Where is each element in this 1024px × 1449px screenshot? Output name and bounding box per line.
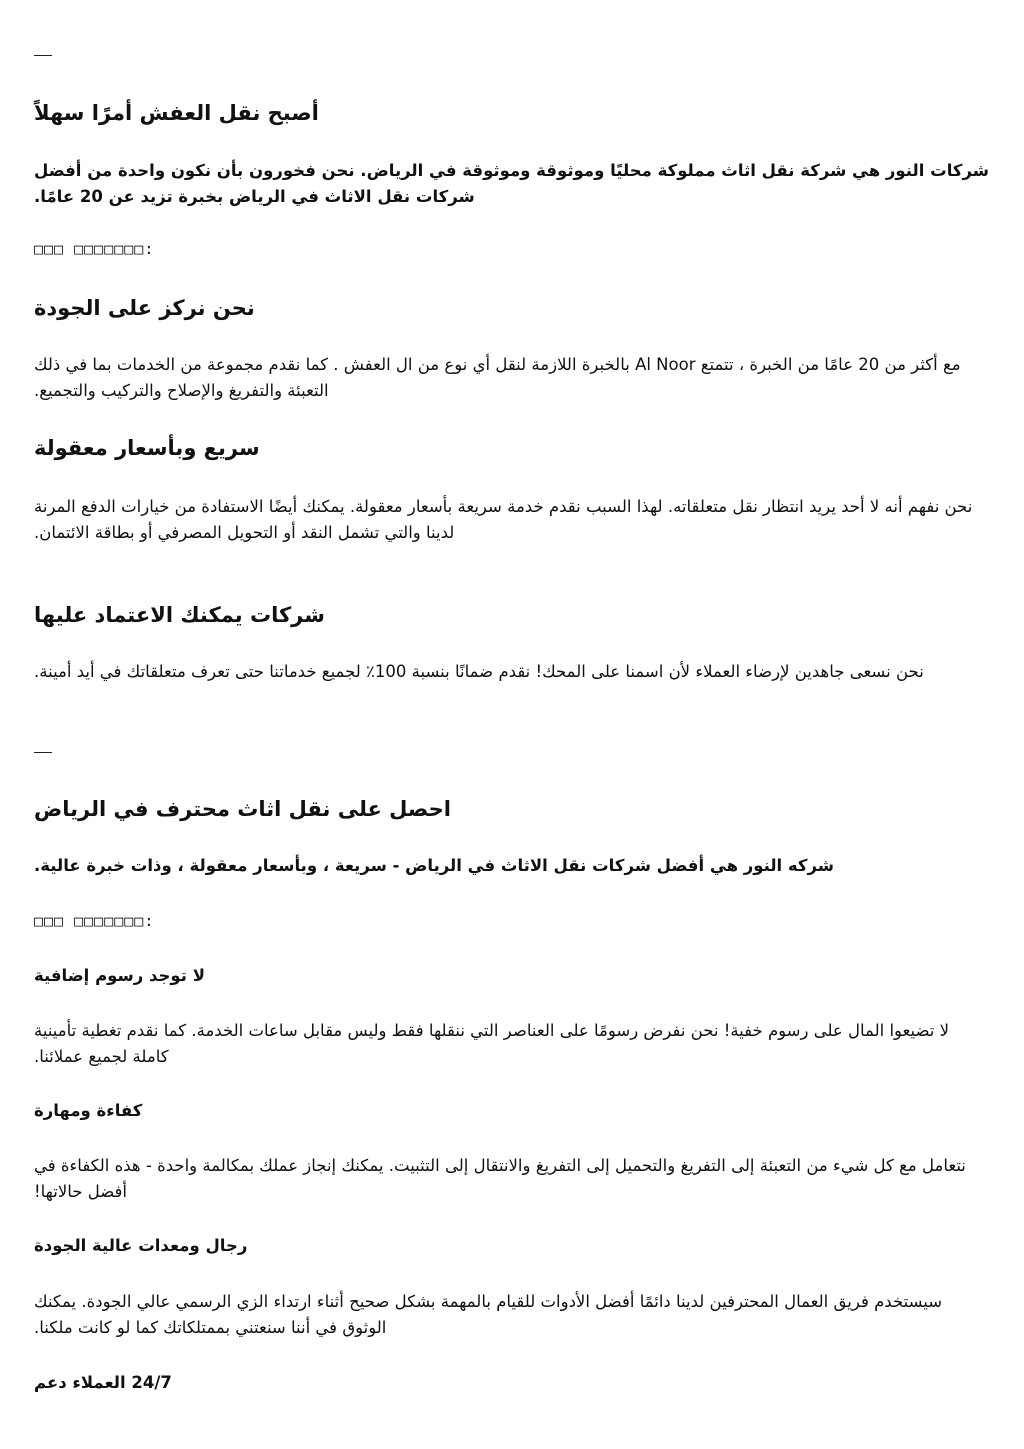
feature-heading-efficiency: كفاءة ومهارة bbox=[34, 1101, 143, 1120]
feature-heading-reliable: شركات يمكنك الاعتماد عليها bbox=[34, 603, 325, 627]
feature-text-quality-equipment: سيستخدم فريق العمال المحترفين لدينا دائمًا أفضل الأدوات للقيام بالمهمة بشكل صحيح أثناء ارتداء الزي الرسمي عالي الجودة. يمكنك الوثوق في أننا سنعتني بممتلكاتك كما لو كانت ملكنا. bbox=[34, 1292, 943, 1337]
feature-text-efficiency: نتعامل مع كل شيء من التعبئة إلى التفريغ والتحميل إلى التفريغ والانتقال إلى التثبيت. يمكنك إنجاز عملك بمكالمة واحدة - هذه الكفاءة في أفضل حالاتها! bbox=[34, 1156, 966, 1201]
feature-text-quality: مع أكثر من 20 عامًا من الخبرة ، تتمتع Al Noor بالخبرة اللازمة لنقل أي نوع من ال العفش . كما نقدم مجموعة من الخدمات بما في ذلك التعبئة والتفريغ والإصلاح والتركيب والتجميع. bbox=[34, 355, 961, 400]
horizontal-rule-top bbox=[34, 55, 52, 56]
features-label-2: □□□ □□□□□□□: bbox=[34, 912, 155, 930]
feature-heading-quality: نحن نركز على الجودة bbox=[34, 296, 255, 320]
feature-text-no-extra-fees: لا تضيعوا المال على رسوم خفية! نحن نفرض رسومًا على العناصر التي ننقلها فقط وليس مقابل ساعات الخدمة. كما نقدم تغطية تأمينية كاملة لجميع عملائنا. bbox=[34, 1021, 950, 1066]
section-heading-easy-moving: أصبح نقل العفش أمرًا سهلاً bbox=[34, 101, 319, 125]
feature-heading-customer-support: 24/7 العملاء دعم bbox=[34, 1373, 172, 1392]
feature-heading-no-extra-fees: لا توجد رسوم إضافية bbox=[34, 966, 205, 985]
intro-paragraph: شركات النور هي شركة نقل اثاث مملوكة محليًا وموثوقة وموثوقة في الرياض. نحن فخورون بأن نكون واحدة من أفضل شركات نقل الاثاث في الرياض بخبرة تزيد عن 20 عامًا. bbox=[34, 161, 989, 206]
feature-text-fast-affordable: نحن نفهم أنه لا أحد يريد انتظار نقل متعلقاته. لهذا السبب نقدم خدمة سريعة بأسعار معقولة. يمكنك أيضًا الاستفادة من خيارات الدفع المرنة لدينا والتي تشمل النقد أو التحويل المصرفي أو بطاقة الائتمان. bbox=[34, 497, 973, 542]
section-heading-professional-moving: احصل على نقل اثاث محترف في الرياض bbox=[34, 797, 451, 821]
section2-lead-paragraph: شركه النور هي أفضل شركات نقل الاثاث في الرياض - سريعة ، وبأسعار معقولة ، وذات خبرة عالية. bbox=[34, 856, 835, 875]
feature-heading-quality-equipment: رجال ومعدات عالية الجودة bbox=[34, 1236, 248, 1255]
feature-heading-fast-affordable: سريع وبأسعار معقولة bbox=[34, 436, 260, 460]
horizontal-rule-middle bbox=[34, 752, 52, 753]
features-label: □□□ □□□□□□□: bbox=[34, 240, 155, 258]
feature-text-reliable: نحن نسعى جاهدين لإرضاء العملاء لأن اسمنا على المحك! نقدم ضمانًا بنسبة 100٪ لجميع خدماتنا حتى تعرف متعلقاتك في أيد أمينة. bbox=[34, 662, 924, 681]
